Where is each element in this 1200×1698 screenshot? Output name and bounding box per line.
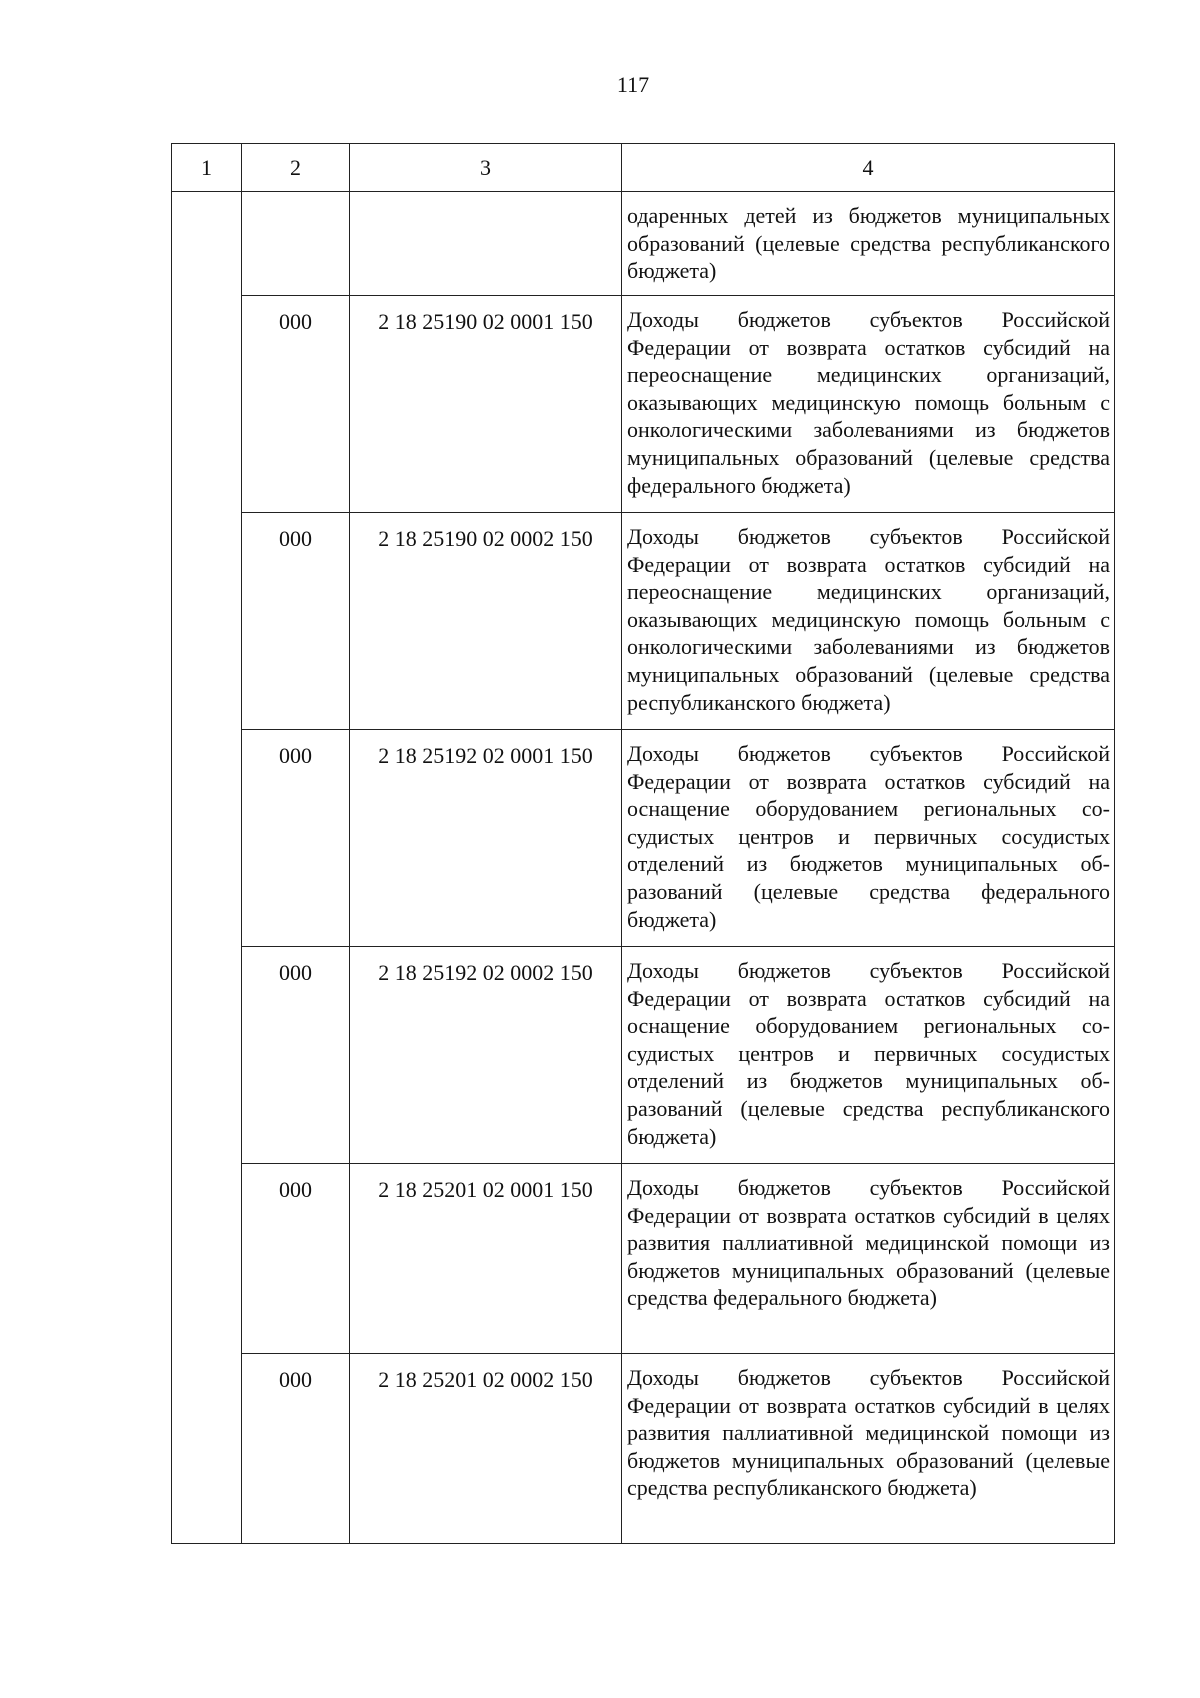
header-col-1: 1 [172,144,242,192]
kbk-code-cell: 2 18 25190 02 0002 150 [350,513,622,730]
admin-code-cell: 000 [242,1164,350,1354]
description-cell: Доходы бюджетов субъектов Российской Федерации от возврата остатков субсидий на оснащение оборудованием региональных сосудистых центров и первичных сосудистых отделений из бюджетов муниципальных образований (целевые средства федерального бюджета) [622,730,1115,947]
table-row [172,1164,1115,1354]
description-cell: Доходы бюджетов субъектов Российской Федерации от возврата остатков субсидий на оснащение оборудованием региональных сосудистых центров и первичных сосудистых отделений из бюджетов муниципальных образований (целевые средства республиканского бюджета) [622,947,1115,1164]
kbk-code-cell: 2 18 25190 02 0001 150 [350,296,622,513]
empty-col-1-cell [172,192,242,1544]
admin-code-cell: 000 [242,296,350,513]
header-col-4: 4 [622,144,1115,192]
table-row [172,730,1115,947]
kbk-code-cell [350,192,622,296]
kbk-code-cell: 2 18 25192 02 0001 150 [350,730,622,947]
admin-code-cell: 000 [242,947,350,1164]
header-col-3: 3 [350,144,622,192]
header-col-2: 2 [242,144,350,192]
table-row [172,296,1115,513]
budget-classification-table [171,143,1115,1544]
kbk-code-cell: 2 18 25192 02 0002 150 [350,947,622,1164]
admin-code-cell [242,192,350,296]
description-cell: Доходы бюджетов субъектов Российской Федерации от возврата остатков субсидий на переоснащение медицинских организаций, оказывающих медицинскую помощь больным с онкологическими заболеваниями из бюджетов муниципальных образований (целевые средства федерального бюджета) [622,296,1115,513]
description-cell: Доходы бюджетов субъектов Российской Федерации от возврата остатков субсидий в целях развития паллиативной медицинской помощи из бюджетов муниципальных образований (целевые средства республиканского бюджета) [622,1354,1115,1544]
table-row [172,513,1115,730]
admin-code-cell: 000 [242,1354,350,1544]
admin-code-cell: 000 [242,513,350,730]
description-cell: Доходы бюджетов субъектов Российской Федерации от возврата остатков субсидий на переоснащение медицинских организаций, оказывающих медицинскую помощь больным с онкологическими заболеваниями из бюджетов муниципальных образований (целевые средства республиканского бюджета) [622,513,1115,730]
page-number: 117 [616,72,650,97]
table-row [172,192,1115,296]
description-cell: одаренных детей из бюджетов муниципальных образований (целевые средства республиканского бюджета) [622,192,1115,296]
kbk-code-cell: 2 18 25201 02 0002 150 [350,1354,622,1544]
header-row [172,144,1115,192]
table-row [172,1354,1115,1544]
admin-code-cell: 000 [242,730,350,947]
kbk-code-cell: 2 18 25201 02 0001 150 [350,1164,622,1354]
table-row [172,947,1115,1164]
description-cell: Доходы бюджетов субъектов Российской Федерации от возврата остатков субсидий в целях развития паллиативной медицинской помощи из бюджетов муниципальных образований (целевые средства федерального бюджета) [622,1164,1115,1354]
